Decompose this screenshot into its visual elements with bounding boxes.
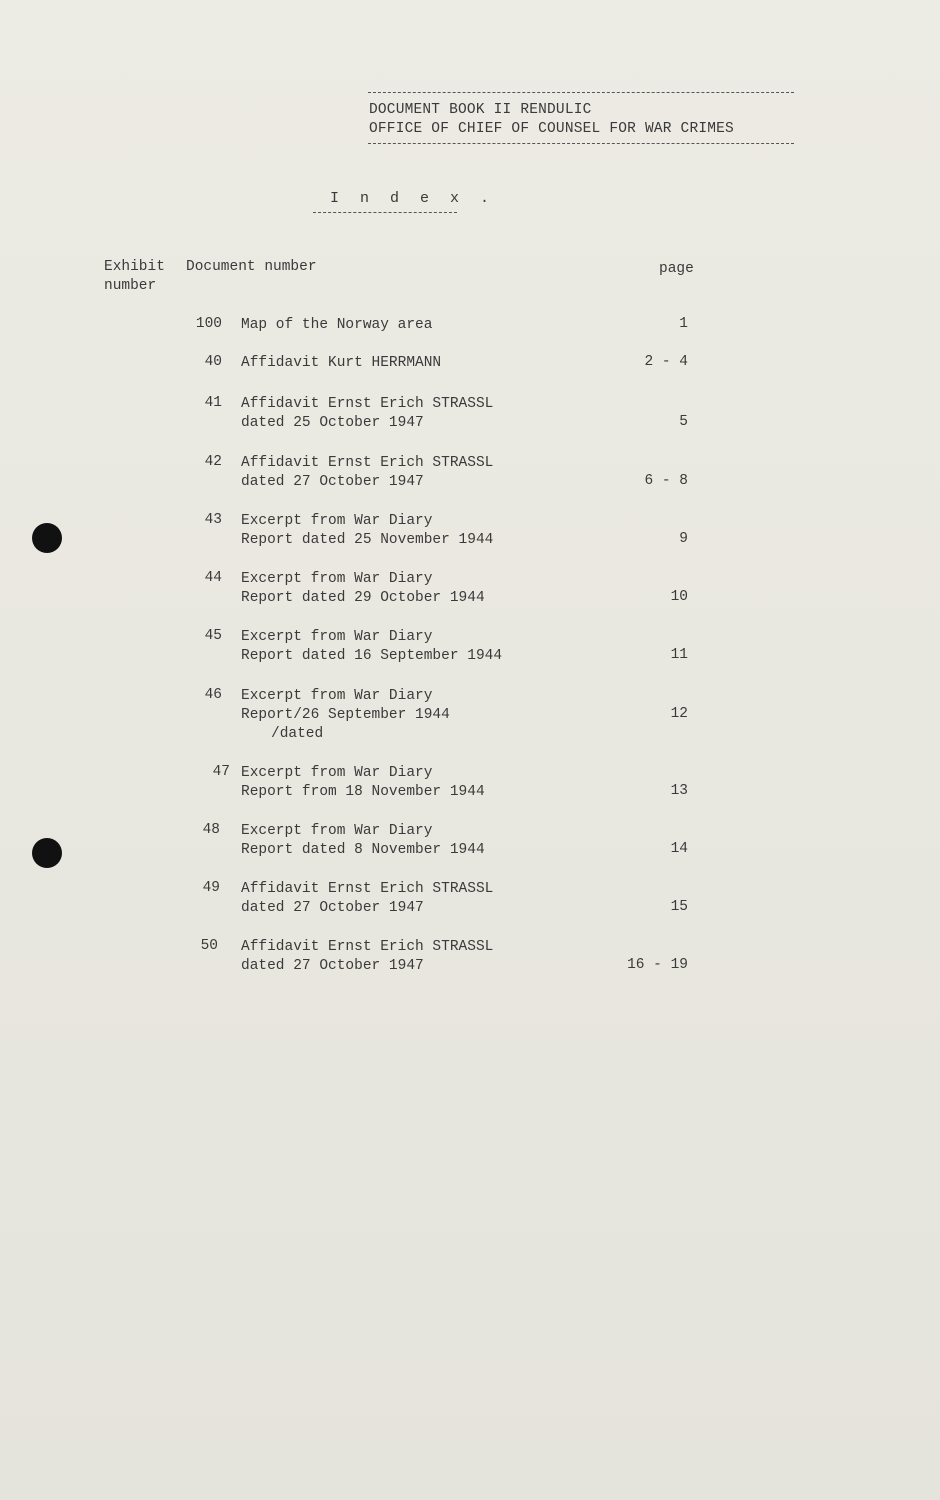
description-line: Affidavit Ernst Erich STRASSL bbox=[241, 881, 494, 897]
description-line: Affidavit Ernst Erich STRASSL bbox=[241, 939, 494, 955]
page-number: 1 bbox=[679, 316, 688, 332]
description-line: Excerpt from War Diary bbox=[241, 823, 433, 839]
description-line: Excerpt from War Diary bbox=[241, 513, 433, 529]
document-description bbox=[241, 822, 601, 860]
document-description bbox=[241, 395, 601, 433]
description-line: Affidavit Ernst Erich STRASSL bbox=[241, 396, 494, 412]
page-number: 5 bbox=[679, 414, 688, 430]
description-line: /dated bbox=[271, 726, 324, 742]
page-number: 11 bbox=[670, 647, 688, 663]
page-number: 2 - 4 bbox=[644, 354, 688, 370]
description-line: dated 27 October 1947 bbox=[241, 958, 424, 974]
column-exhibit-header: Exhibit bbox=[104, 259, 165, 275]
exhibit-number: 48 bbox=[202, 822, 220, 838]
exhibit-number: 41 bbox=[204, 395, 222, 411]
document-description bbox=[241, 880, 601, 918]
description-line: Report dated 16 September 1944 bbox=[241, 648, 503, 664]
column-page-header: page bbox=[659, 261, 694, 277]
document-description bbox=[241, 454, 601, 492]
description-line: dated 27 October 1947 bbox=[241, 474, 424, 490]
page-number: 12 bbox=[670, 706, 688, 722]
document-description bbox=[241, 570, 601, 608]
page-number: 10 bbox=[670, 589, 688, 605]
page-number: 13 bbox=[670, 783, 688, 799]
column-document-header: Document number bbox=[186, 259, 317, 275]
page-number: 15 bbox=[670, 899, 688, 915]
description-line: Excerpt from War Diary bbox=[241, 571, 433, 587]
exhibit-number: 46 bbox=[204, 687, 222, 703]
page-number: 14 bbox=[670, 841, 688, 857]
page-number: 6 - 8 bbox=[644, 473, 688, 489]
exhibit-number: 45 bbox=[204, 628, 222, 644]
document-description bbox=[241, 512, 601, 550]
index-underline bbox=[313, 212, 457, 213]
document-description bbox=[241, 687, 601, 744]
description-line: Affidavit Kurt HERRMANN bbox=[241, 355, 442, 371]
description-line: dated 27 October 1947 bbox=[241, 900, 424, 916]
exhibit-number: 49 bbox=[202, 880, 220, 896]
exhibit-number: 40 bbox=[204, 354, 222, 370]
index-title: I n d e x . bbox=[330, 190, 496, 207]
header-top-rule bbox=[368, 92, 794, 93]
punch-hole-lower bbox=[32, 838, 62, 868]
exhibit-number: 44 bbox=[204, 570, 222, 586]
punch-hole-upper bbox=[32, 523, 62, 553]
description-line: Report dated 29 October 1944 bbox=[241, 590, 485, 606]
description-line: Affidavit Ernst Erich STRASSL bbox=[241, 455, 494, 471]
description-line: Excerpt from War Diary bbox=[241, 629, 433, 645]
description-line: Map of the Norway area bbox=[241, 317, 433, 333]
exhibit-number: 50 bbox=[200, 938, 218, 954]
description-line: dated 25 October 1947 bbox=[241, 415, 424, 431]
exhibit-number: 42 bbox=[204, 454, 222, 470]
description-line: Excerpt from War Diary bbox=[241, 765, 433, 781]
header-line-2: OFFICE OF CHIEF OF COUNSEL FOR WAR CRIMES bbox=[369, 121, 734, 137]
exhibit-number: 47 bbox=[212, 764, 230, 780]
description-line: Report dated 8 November 1944 bbox=[241, 842, 485, 858]
document-description bbox=[241, 938, 601, 976]
document-description bbox=[241, 316, 601, 335]
exhibit-number: 43 bbox=[204, 512, 222, 528]
description-line: Report from 18 November 1944 bbox=[241, 784, 485, 800]
document-description bbox=[241, 628, 601, 666]
column-exhibit-header-line2: number bbox=[104, 278, 157, 294]
header-bottom-rule bbox=[368, 143, 794, 144]
document-description bbox=[241, 764, 601, 802]
description-line: Excerpt from War Diary bbox=[241, 688, 433, 704]
description-line: Report/26 September 1944 bbox=[241, 707, 450, 723]
page-number: 9 bbox=[679, 531, 688, 547]
page-number: 16 - 19 bbox=[627, 957, 688, 973]
description-line: Report dated 25 November 1944 bbox=[241, 532, 494, 548]
exhibit-number: 100 bbox=[195, 316, 222, 332]
document-description bbox=[241, 354, 601, 373]
header-line-1: DOCUMENT BOOK II RENDULIC bbox=[369, 102, 592, 118]
